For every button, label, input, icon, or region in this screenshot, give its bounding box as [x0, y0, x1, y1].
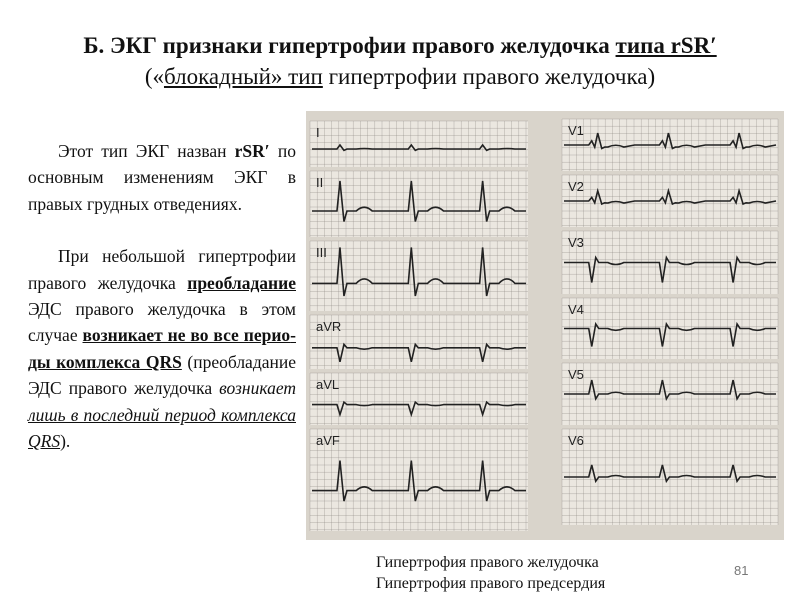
p2-text-e: (преобладание ЭДС правого желудочка: [28, 351, 296, 399]
p2-text-c: ЭДС правого желудочка в этом случае: [28, 299, 296, 346]
title-line-2: [0, 61, 800, 92]
lead-label: III: [316, 245, 327, 260]
lead-label: V1: [568, 123, 584, 138]
paragraph-2: [28, 243, 296, 454]
caption-line-2: Гипертрофия правого предсердия: [376, 575, 606, 592]
p2-voznikaet: возникает: [219, 378, 296, 399]
title-rsr: типа rSR′: [615, 33, 717, 58]
p2-not-all-periods: возникает не во все периоды комплекса QRS: [28, 325, 296, 372]
page-number: 81: [734, 563, 749, 578]
lead-label: V2: [568, 179, 584, 194]
lead-label: I: [316, 125, 320, 140]
lead-label: II: [316, 175, 324, 190]
paragraph-1: [28, 138, 296, 217]
p1-text-a: Этот тип ЭКГ назван: [58, 141, 235, 161]
slide-title: [0, 30, 800, 92]
title-open-quote: («: [144, 64, 164, 89]
lead-label: V6: [568, 433, 584, 448]
lead-label: V5: [568, 367, 584, 382]
ecg-image: [306, 111, 784, 540]
p1-rsr: rSR′: [234, 141, 270, 161]
title-rest: гипертрофии правого желудочка): [322, 64, 656, 89]
lead-label: V3: [568, 235, 584, 250]
caption-line-1: Гипертрофия правого желудочка: [376, 554, 599, 571]
p2-preobladanie: преобладание: [187, 272, 296, 293]
lead-label: V4: [568, 302, 584, 317]
ecg-strips: [306, 111, 784, 540]
title-line-1: [0, 30, 800, 61]
lead-label: aVR: [316, 319, 342, 334]
body-text: [28, 138, 296, 454]
p2-text-a: При небольшой гипертрофии правого желудочка: [28, 246, 296, 293]
p1-text-c: по основным изменениям ЭКГ в правых грудных отведениях.: [28, 141, 296, 214]
title-prefix: Б. ЭКГ признаки гипертрофии правого желудочка: [83, 33, 616, 58]
figure-caption: [376, 552, 605, 594]
lead-label: aVL: [316, 377, 340, 392]
p2-last-period: лишь в последний период комплекса QRS: [28, 404, 296, 452]
p2-text-i: ).: [60, 431, 71, 452]
lead-label: aVF: [316, 433, 340, 448]
title-blockade: блокадный» тип: [163, 64, 323, 89]
